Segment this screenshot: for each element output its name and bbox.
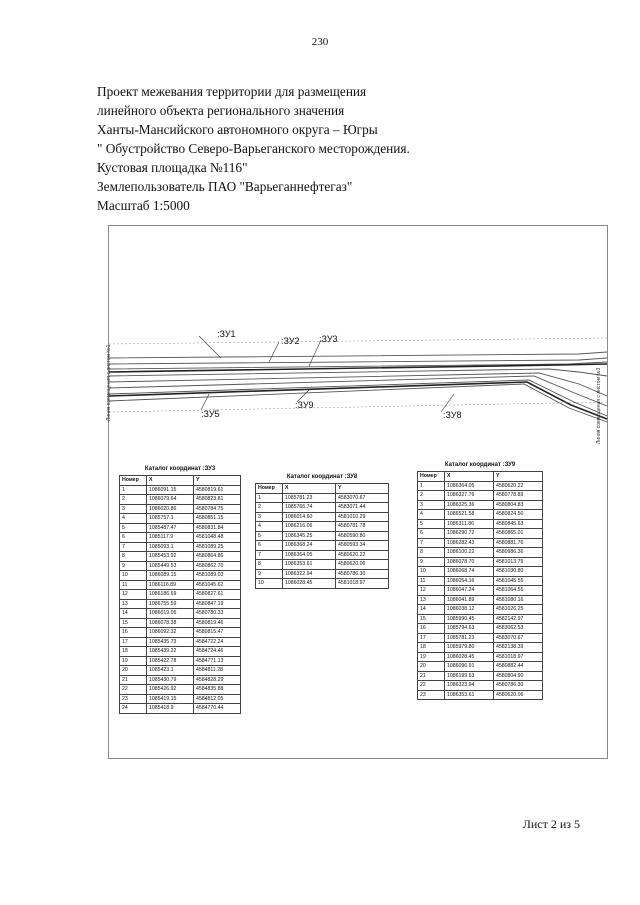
table-row [256, 579, 389, 589]
table-row [418, 586, 543, 596]
point-number-cell: 10 [256, 579, 283, 589]
point-number-cell: 2 [120, 495, 147, 505]
table-row [418, 576, 543, 586]
x-coordinate-cell: 1086755.59 [147, 599, 194, 609]
x-coordinate-cell: 1085418.9 [147, 704, 194, 714]
x-coordinate-cell: 1085117.9 [147, 533, 194, 543]
y-coordinate-cell: 4580620.22 [494, 481, 543, 491]
y-coordinate-cell: 4583071.44 [336, 503, 389, 513]
point-number-cell: 4 [120, 514, 147, 524]
y-coordinate-cell: 4581080.16 [494, 595, 543, 605]
y-coordinate-cell: 4583070.67 [336, 493, 389, 503]
y-coordinate-cell: 4581018.97 [494, 652, 543, 662]
table-row [418, 519, 543, 529]
table-row [418, 548, 543, 558]
table-row [256, 522, 389, 532]
y-coordinate-cell: 4584811.28 [194, 666, 241, 676]
parcel-label-zu3: :ЗУ3 [319, 334, 338, 344]
table-row [418, 510, 543, 520]
table-row [120, 561, 241, 571]
title-line-6: Землепользователь ПАО "Варьеганнефтегаз" [97, 179, 353, 194]
y-coordinate-cell: 4581064.55 [494, 586, 543, 596]
point-number-cell: 19 [418, 652, 445, 662]
point-number-cell: 16 [120, 628, 147, 638]
point-number-cell: 24 [120, 704, 147, 714]
y-coordinate-cell: 4580819.61 [194, 485, 241, 495]
x-coordinate-cell: 1086521.58 [445, 510, 494, 520]
point-number-cell: 13 [418, 595, 445, 605]
y-coordinate-cell: 4580786.30 [336, 569, 389, 579]
table-row [418, 491, 543, 501]
catalog-zu3 [119, 466, 241, 714]
y-coordinate-cell: 4581013.79 [494, 557, 543, 567]
table-row [256, 550, 389, 560]
table-row [120, 656, 241, 666]
point-number-cell: 6 [418, 529, 445, 539]
y-coordinate-cell: 4581045.62 [194, 580, 241, 590]
y-coordinate-cell: 4583062.53 [494, 624, 543, 634]
point-number-cell: 14 [120, 609, 147, 619]
table-row [418, 529, 543, 539]
x-coordinate-cell: 1086020.86 [147, 504, 194, 514]
parcel-label-zu2: :ЗУ2 [281, 336, 300, 346]
table-row [120, 523, 241, 533]
table-row [418, 614, 543, 624]
x-coordinate-cell: 1085435.73 [147, 637, 194, 647]
x-coordinate-cell: 1085453.92 [147, 552, 194, 562]
x-coordinate-cell: 1086014.60 [283, 512, 336, 522]
x-coordinate-cell: 1086100.22 [445, 548, 494, 558]
y-coordinate-cell: 4580864.86 [194, 552, 241, 562]
x-coordinate-cell: 1085794.63 [445, 624, 494, 634]
y-coordinate-cell: 4581030.80 [494, 567, 543, 577]
x-coordinate-cell: 1085423.1 [147, 666, 194, 676]
x-coordinate-cell: 1085757.1 [147, 514, 194, 524]
table-row [418, 671, 543, 681]
point-number-cell: 22 [120, 685, 147, 695]
y-coordinate-cell: 4584722.24 [194, 637, 241, 647]
x-coordinate-cell: 1085439.22 [147, 647, 194, 657]
catalog-caption: Каталог координат :ЗУ8 [286, 474, 358, 480]
y-coordinate-cell: 4580784.75 [194, 504, 241, 514]
column-header: Номер [120, 476, 147, 486]
point-number-cell: 18 [418, 643, 445, 653]
table-row [418, 567, 543, 577]
title-line-2: линейного объекта регионального значения [97, 103, 345, 118]
point-number-cell: 6 [256, 541, 283, 551]
plan-drawing [109, 226, 607, 456]
point-number-cell: 3 [418, 500, 445, 510]
x-coordinate-cell: 1086019.05 [147, 609, 194, 619]
point-number-cell: 11 [418, 576, 445, 586]
table-row [120, 628, 241, 638]
table-row [418, 662, 543, 672]
point-number-cell: 12 [120, 590, 147, 600]
table-row [256, 531, 389, 541]
x-coordinate-cell: 1086364.05 [445, 481, 494, 491]
table-row [120, 571, 241, 581]
point-number-cell: 9 [418, 557, 445, 567]
table-row [418, 605, 543, 615]
table-row [418, 652, 543, 662]
point-number-cell: 15 [418, 614, 445, 624]
table-row [120, 694, 241, 704]
point-number-cell: 18 [120, 647, 147, 657]
y-coordinate-cell: 4580824.50 [494, 510, 543, 520]
y-coordinate-cell: 4581048.48 [194, 533, 241, 543]
map-sheet [108, 225, 608, 759]
table-row [120, 637, 241, 647]
y-coordinate-cell: 4580881.76 [494, 538, 543, 548]
x-coordinate-cell: 1086078.70 [445, 557, 494, 567]
table-row [418, 633, 543, 643]
x-coordinate-cell: 1086353.61 [445, 690, 494, 700]
y-coordinate-cell: 4580847.19 [194, 599, 241, 609]
table-row [120, 590, 241, 600]
sheet-counter: Лист 2 из 5 [522, 817, 580, 831]
table-row [120, 618, 241, 628]
y-coordinate-cell: 4580815.47 [194, 628, 241, 638]
table-row [120, 609, 241, 619]
x-coordinate-cell: 1085093.1 [147, 542, 194, 552]
point-number-cell: 3 [120, 504, 147, 514]
point-number-cell: 1 [256, 493, 283, 503]
point-number-cell: 7 [418, 538, 445, 548]
y-coordinate-cell: 4581045.55 [494, 576, 543, 586]
x-coordinate-cell: 1086368.24 [283, 541, 336, 551]
table-row [120, 599, 241, 609]
table-row [120, 675, 241, 685]
boundary-line [109, 402, 607, 412]
table-row [418, 538, 543, 548]
y-coordinate-cell: 4580804.83 [494, 500, 543, 510]
y-coordinate-cell: 4580827.61 [194, 590, 241, 600]
x-coordinate-cell: 1085426.92 [147, 685, 194, 695]
point-number-cell: 10 [120, 571, 147, 581]
parcel-label-zu1: :ЗУ1 [217, 329, 236, 339]
table-row [256, 503, 389, 513]
catalog-body [256, 493, 389, 588]
parcel-label-zu8: :ЗУ8 [443, 410, 462, 420]
x-coordinate-cell: 1086092.32 [147, 628, 194, 638]
x-coordinate-cell: 1085766.74 [283, 503, 336, 513]
y-coordinate-cell: 4583070.67 [494, 633, 543, 643]
point-number-cell: 5 [256, 531, 283, 541]
x-coordinate-cell: 1085430.79 [147, 675, 194, 685]
catalog-caption: Каталог координат :ЗУ3 [144, 466, 216, 472]
title-line-4: " Обустройство Северо-Варьеганского месторождения. [97, 141, 410, 156]
y-coordinate-cell: 4584812.05 [194, 694, 241, 704]
table-row [120, 647, 241, 657]
left-match-line-label: Линия совмещения с листом №1 [106, 344, 112, 421]
corridor-line [109, 358, 607, 364]
y-coordinate-cell: 4582138.39 [494, 643, 543, 653]
y-coordinate-cell: 4580620.22 [336, 550, 389, 560]
parcel-label-zu9: :ЗУ9 [295, 400, 314, 410]
x-coordinate-cell: 1086311.86 [445, 519, 494, 529]
y-coordinate-cell: 4580862.70 [194, 561, 241, 571]
column-header: X [283, 484, 336, 494]
x-coordinate-cell: 1086353.61 [283, 560, 336, 570]
y-coordinate-cell: 4584771.13 [194, 656, 241, 666]
point-number-cell: 20 [120, 666, 147, 676]
table-row [418, 624, 543, 634]
x-coordinate-cell: 1086186.69 [147, 590, 194, 600]
coordinates-table [417, 471, 543, 700]
x-coordinate-cell: 1085449.53 [147, 561, 194, 571]
table-row [120, 704, 241, 714]
y-coordinate-cell: 4580590.80 [336, 531, 389, 541]
table-row [120, 542, 241, 552]
column-header: Y [194, 476, 241, 486]
table-row [418, 595, 543, 605]
coordinates-table [255, 483, 389, 589]
y-coordinate-cell: 4580823.81 [194, 495, 241, 505]
table-row [120, 504, 241, 514]
x-coordinate-cell: 1086041.89 [445, 595, 494, 605]
x-coordinate-cell: 1086345.25 [283, 531, 336, 541]
y-coordinate-cell: 4580593.34 [336, 541, 389, 551]
table-row [256, 541, 389, 551]
x-coordinate-cell: 1086096.91 [445, 662, 494, 672]
coordinates-table [119, 475, 241, 714]
y-coordinate-cell: 4580620.06 [494, 690, 543, 700]
y-coordinate-cell: 4584724.46 [194, 647, 241, 657]
y-coordinate-cell: 4584835.88 [194, 685, 241, 695]
table-row [120, 685, 241, 695]
y-coordinate-cell: 4580781.78 [336, 522, 389, 532]
point-number-cell: 4 [256, 522, 283, 532]
point-number-cell: 7 [120, 542, 147, 552]
table-row [418, 643, 543, 653]
point-number-cell: 19 [120, 656, 147, 666]
y-coordinate-cell: 4580804.90 [494, 671, 543, 681]
point-number-cell: 8 [256, 560, 283, 570]
point-number-cell: 20 [418, 662, 445, 672]
point-number-cell: 11 [120, 580, 147, 590]
point-number-cell: 8 [418, 548, 445, 558]
x-coordinate-cell: 1086327.76 [445, 491, 494, 501]
y-coordinate-cell: 4580620.06 [336, 560, 389, 570]
y-coordinate-cell: 4581089.25 [194, 542, 241, 552]
y-coordinate-cell: 4584828.29 [194, 675, 241, 685]
table-row [256, 569, 389, 579]
y-coordinate-cell: 4580865.01 [494, 529, 543, 539]
table-row [120, 495, 241, 505]
x-coordinate-cell: 1085781.23 [283, 493, 336, 503]
point-number-cell: 23 [418, 690, 445, 700]
y-coordinate-cell: 4581018.97 [336, 579, 389, 589]
point-number-cell: 12 [418, 586, 445, 596]
corridor-line [109, 352, 607, 358]
point-number-cell: 16 [418, 624, 445, 634]
x-coordinate-cell: 1086282.43 [445, 538, 494, 548]
x-coordinate-cell: 1086116.89 [147, 580, 194, 590]
x-coordinate-cell: 1085990.45 [445, 614, 494, 624]
document-title [97, 82, 410, 215]
x-coordinate-cell: 1085419.15 [147, 694, 194, 704]
catalog-zu8 [255, 474, 389, 589]
catalog-zu9 [417, 462, 543, 700]
title-line-1: Проект межевания территории для размещения [97, 84, 367, 99]
title-line-7: Масштаб 1:5000 [97, 198, 190, 213]
point-number-cell: 4 [418, 510, 445, 520]
point-number-cell: 21 [120, 675, 147, 685]
x-coordinate-cell: 1086068.74 [445, 567, 494, 577]
x-coordinate-cell: 1086290.72 [445, 529, 494, 539]
column-header: Y [494, 472, 543, 482]
point-number-cell: 13 [120, 599, 147, 609]
column-header: Номер [256, 484, 283, 494]
table-row [418, 681, 543, 691]
x-coordinate-cell: 1086047.24 [445, 586, 494, 596]
table-row [256, 493, 389, 503]
page-number: 230 [311, 36, 329, 48]
column-header: Номер [418, 472, 445, 482]
x-coordinate-cell: 1086216.06 [283, 522, 336, 532]
x-coordinate-cell: 1086325.36 [445, 500, 494, 510]
y-coordinate-cell: 4581089.03 [194, 571, 241, 581]
table-row [418, 690, 543, 700]
y-coordinate-cell: 4584770.44 [194, 704, 241, 714]
table-row [418, 481, 543, 491]
catalog-body [418, 481, 543, 700]
x-coordinate-cell: 1086028.45 [445, 652, 494, 662]
table-row [120, 485, 241, 495]
column-header: X [445, 472, 494, 482]
table-row [418, 500, 543, 510]
point-number-cell: 14 [418, 605, 445, 615]
x-coordinate-cell: 1086323.94 [445, 681, 494, 691]
point-number-cell: 6 [120, 533, 147, 543]
y-coordinate-cell: 4580778.89 [494, 491, 543, 501]
boundary-line [109, 338, 607, 344]
point-number-cell: 5 [418, 519, 445, 529]
corridor-line [109, 384, 607, 422]
y-coordinate-cell: 4582142.97 [494, 614, 543, 624]
point-number-cell: 5 [120, 523, 147, 533]
y-coordinate-cell: 4580851.15 [194, 514, 241, 524]
point-number-cell: 9 [256, 569, 283, 579]
y-coordinate-cell: 4580786.30 [494, 681, 543, 691]
x-coordinate-cell: 1086322.94 [283, 569, 336, 579]
table-row [256, 512, 389, 522]
table-row [120, 514, 241, 524]
point-number-cell: 9 [120, 561, 147, 571]
table-row [120, 666, 241, 676]
point-number-cell: 1 [120, 485, 147, 495]
point-number-cell: 10 [418, 567, 445, 577]
y-coordinate-cell: 4580882.44 [494, 662, 543, 672]
x-coordinate-cell: 1085781.23 [445, 633, 494, 643]
table-row [418, 557, 543, 567]
right-match-line-label: Линия совмещения с листом №3 [596, 367, 602, 444]
point-number-cell: 2 [256, 503, 283, 513]
point-number-cell: 8 [120, 552, 147, 562]
point-number-cell: 2 [418, 491, 445, 501]
point-number-cell: 17 [418, 633, 445, 643]
x-coordinate-cell: 1086054.16 [445, 576, 494, 586]
x-coordinate-cell: 1086089.15 [147, 571, 194, 581]
point-number-cell: 7 [256, 550, 283, 560]
x-coordinate-cell: 1086028.45 [283, 579, 336, 589]
point-number-cell: 1 [418, 481, 445, 491]
x-coordinate-cell: 1086091.15 [147, 485, 194, 495]
point-number-cell: 17 [120, 637, 147, 647]
catalog-caption: Каталог координат :ЗУ9 [444, 462, 516, 468]
title-line-5: Кустовая площадка №116" [97, 160, 248, 175]
y-coordinate-cell: 4580986.36 [494, 548, 543, 558]
catalog-body [120, 485, 241, 713]
x-coordinate-cell: 1085422.78 [147, 656, 194, 666]
y-coordinate-cell: 4580845.63 [494, 519, 543, 529]
column-header: X [147, 476, 194, 486]
x-coordinate-cell: 1086364.05 [283, 550, 336, 560]
column-header: Y [336, 484, 389, 494]
y-coordinate-cell: 4580831.84 [194, 523, 241, 533]
point-number-cell: 23 [120, 694, 147, 704]
parcel-label-zu5: :ЗУ5 [201, 409, 220, 419]
x-coordinate-cell: 1086079.64 [147, 495, 194, 505]
point-number-cell: 3 [256, 512, 283, 522]
table-row [120, 533, 241, 543]
x-coordinate-cell: 1085979.80 [445, 643, 494, 653]
x-coordinate-cell: 1086199.63 [445, 671, 494, 681]
y-coordinate-cell: 4581026.25 [494, 605, 543, 615]
point-number-cell: 22 [418, 681, 445, 691]
point-number-cell: 21 [418, 671, 445, 681]
x-coordinate-cell: 1086038.12 [445, 605, 494, 615]
x-coordinate-cell: 1086078.38 [147, 618, 194, 628]
point-number-cell: 15 [120, 618, 147, 628]
road-line [109, 382, 607, 419]
table-row [256, 560, 389, 570]
title-line-3: Ханты-Мансийского автономного округа – Югры [97, 122, 378, 137]
x-coordinate-cell: 1085487.47 [147, 523, 194, 533]
y-coordinate-cell: 4581010.29 [336, 512, 389, 522]
y-coordinate-cell: 4580819.46 [194, 618, 241, 628]
table-row [120, 580, 241, 590]
y-coordinate-cell: 4580780.33 [194, 609, 241, 619]
table-row [120, 552, 241, 562]
